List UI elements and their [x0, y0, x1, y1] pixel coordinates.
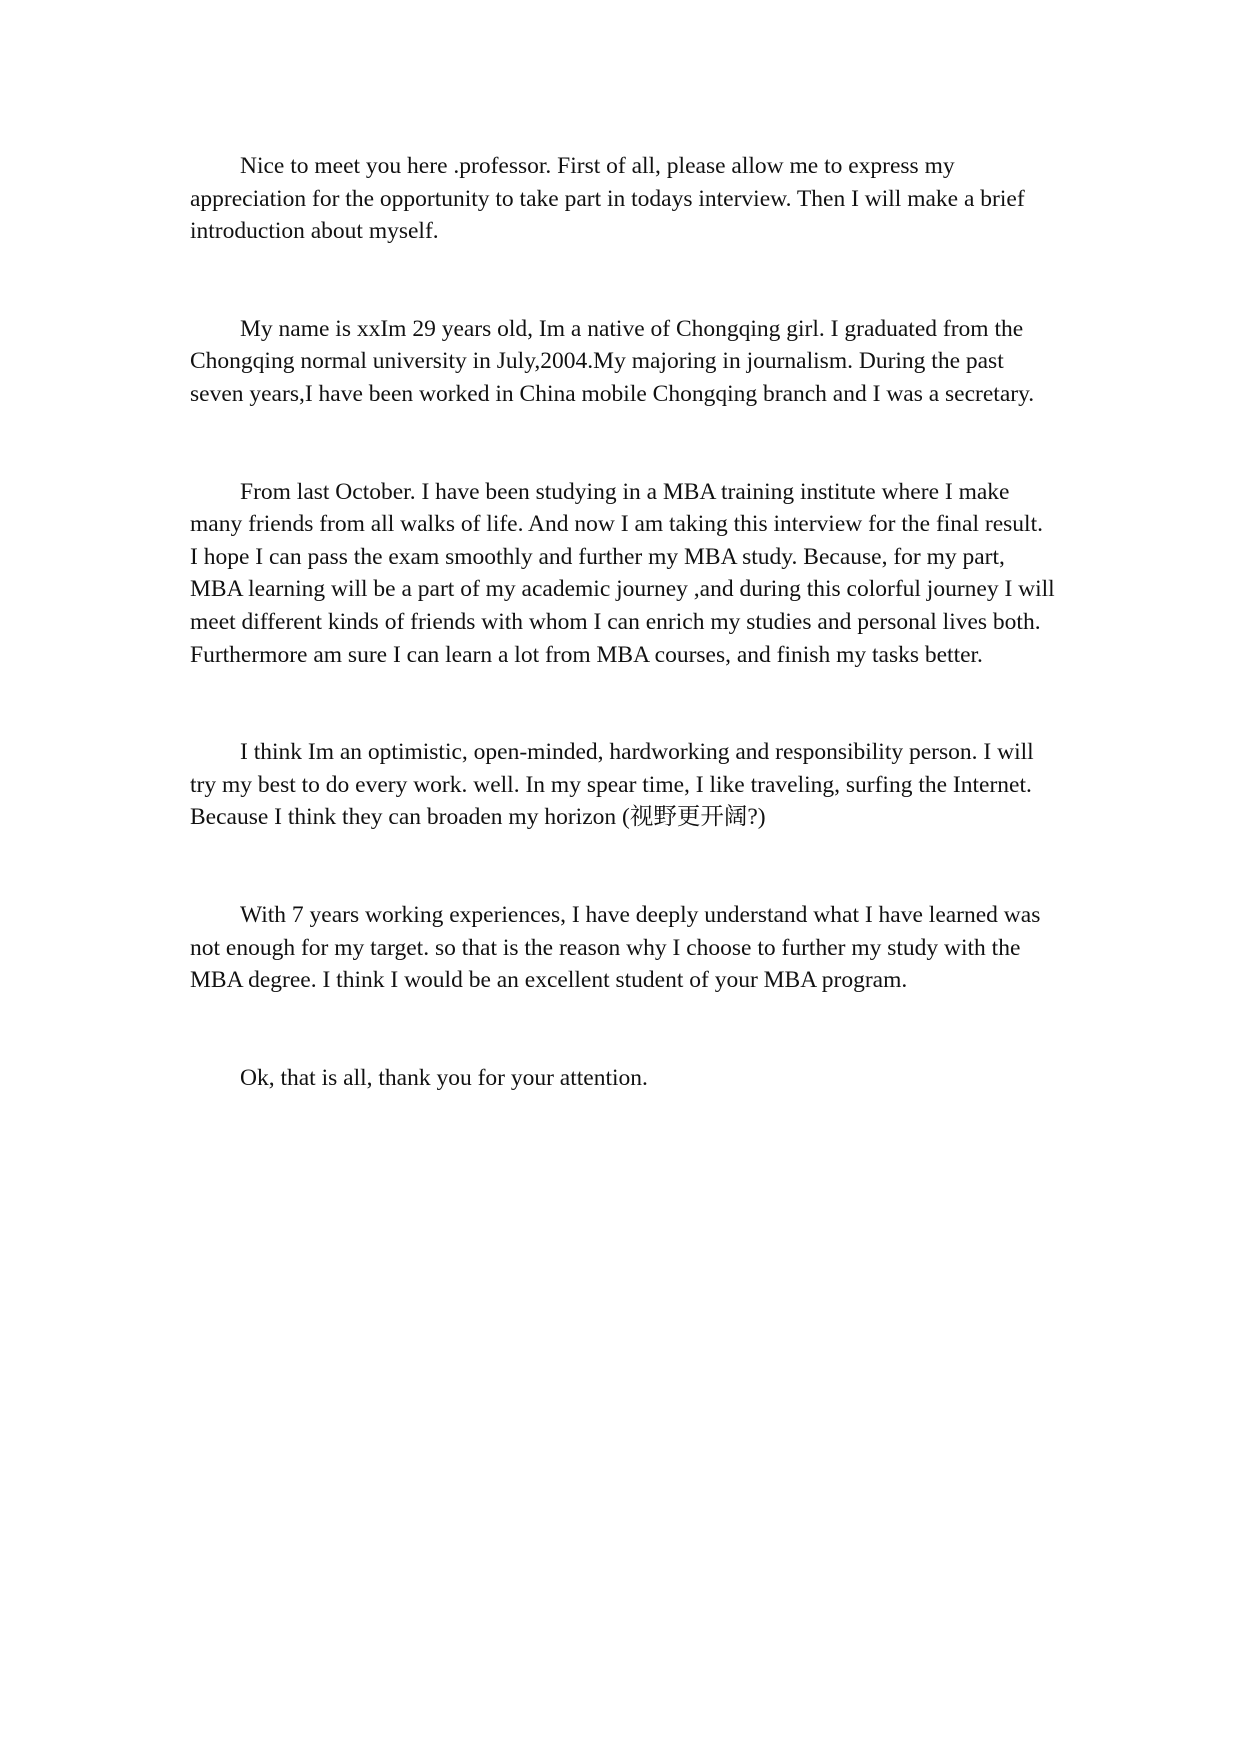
paragraph-background: My name is xxIm 29 years old, Im a native of Chongqing girl. I graduated from the Chongqing normal university in July,2004.My majoring in journalism. During the past seven years,I have been worked in China mobile Chongqing branch and I was a secretary.: [190, 315, 1035, 407]
paragraph-mba-study: From last October. I have been studying in a MBA training institute where I make many friends from all walks of life. And now I am taking this interview for the final result. I hope I can pass the exam smoothly and further my MBA study. Because, for my part, MBA learning will be a part of my academic journey ,and during this colorful journey I will meet different kinds of friends with whom I can enrich my studies and personal lives both. Furthermore am sure I can learn a lot from MBA courses, and finish my tasks better.: [190, 478, 1055, 668]
paragraph-greeting: Nice to meet you here .professor. First of all, please allow me to express my appreciation for the opportunity to take part in todays interview. Then I will make a brief introduction about myself.: [190, 153, 1025, 245]
paragraph-closing: Ok, that is all, thank you for your attention.: [240, 1064, 648, 1091]
paragraph-experience: With 7 years working experiences, I have deeply understand what I have learned was not enough for my target. so that is the reason why I choose to further my study with the MBA degree. I think I would be an excellent student of your MBA program.: [190, 901, 1041, 994]
paragraph-personality: I think Im an optimistic, open-minded, hardworking and responsibility person. I will try my best to do every work. well. In my spear time, I like traveling, surfing the Internet. Because I think they can broaden my horizon (视野更开阔?): [190, 739, 1034, 831]
document-body: [190, 150, 1056, 1159]
